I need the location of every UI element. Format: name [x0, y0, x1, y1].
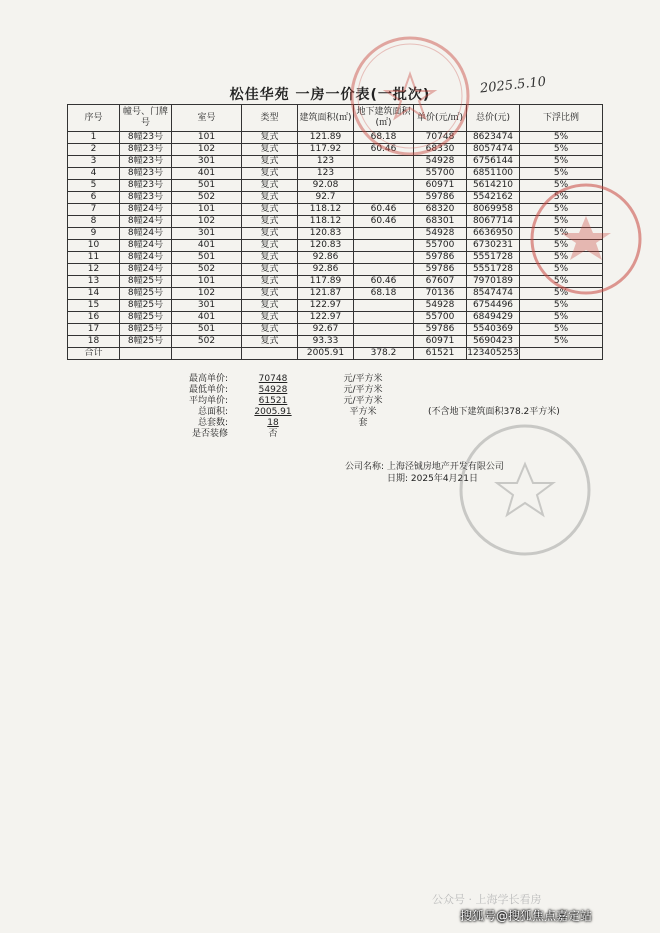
table-cell: 60971: [414, 180, 467, 192]
table-cell: 102: [172, 288, 242, 300]
table-cell: 8057474: [467, 144, 520, 156]
table-row: [68, 168, 603, 180]
table-cell: 8幢23号: [120, 192, 172, 204]
header-cell: 地下建筑面积(㎡): [354, 105, 414, 132]
table-row: [68, 300, 603, 312]
table-cell: 8547474: [467, 288, 520, 300]
table-cell: 8幢25号: [120, 336, 172, 348]
table-cell: 5%: [520, 288, 603, 300]
table-cell: 68.18: [354, 132, 414, 144]
table-cell: 60.46: [354, 144, 414, 156]
table-cell: 68320: [414, 204, 467, 216]
table-cell: 5%: [520, 264, 603, 276]
table-cell: 5%: [520, 204, 603, 216]
table-cell: 8幢24号: [120, 264, 172, 276]
table-cell: 120.83: [298, 240, 354, 252]
header-cell: 单价(元/㎡): [414, 105, 467, 132]
table-cell: 59786: [414, 264, 467, 276]
table-cell: 8幢25号: [120, 276, 172, 288]
table-cell: 92.86: [298, 264, 354, 276]
table-cell: 8幢25号: [120, 312, 172, 324]
table-cell: [354, 192, 414, 204]
table-cell: 8幢23号: [120, 180, 172, 192]
table-cell: 401: [172, 312, 242, 324]
total-area: 2005.91: [298, 348, 354, 360]
table-cell: 5551728: [467, 264, 520, 276]
summary-label: 最低单价:: [188, 385, 228, 395]
table-cell: 8069958: [467, 204, 520, 216]
summary-row-min: [150, 385, 560, 396]
table-cell: 401: [172, 240, 242, 252]
table-cell: 5%: [520, 180, 603, 192]
table-cell: 7970189: [467, 276, 520, 288]
table-cell: 8623474: [467, 132, 520, 144]
table-cell: 60.46: [354, 216, 414, 228]
table-cell: 18: [68, 336, 120, 348]
table-cell: 60.46: [354, 204, 414, 216]
table-row: [68, 204, 603, 216]
document-title: 松佳华苑 一房一价表(一批次): [229, 87, 431, 103]
header-cell: 总价(元): [467, 105, 520, 132]
table-cell: 5%: [520, 300, 603, 312]
header-cell: 幢号、门牌号: [120, 105, 172, 132]
table-cell: 5%: [520, 276, 603, 288]
table-cell: 6730231: [467, 240, 520, 252]
table-cell: 120.83: [298, 228, 354, 240]
table-row: [68, 288, 603, 300]
table-cell: 复式: [242, 252, 298, 264]
table-cell: 5: [68, 180, 120, 192]
table-cell: 5%: [520, 144, 603, 156]
table-cell: 117.89: [298, 276, 354, 288]
company-name-line: [345, 461, 504, 473]
table-row: [68, 132, 603, 144]
table-cell: 92.86: [298, 252, 354, 264]
table-cell: 122.97: [298, 300, 354, 312]
table-cell: [354, 240, 414, 252]
table-row: [68, 252, 603, 264]
table-cell: 7: [68, 204, 120, 216]
table-cell: 复式: [242, 336, 298, 348]
table-cell: 54928: [414, 300, 467, 312]
table-cell: 92.7: [298, 192, 354, 204]
header-cell: 序号: [68, 105, 120, 132]
table-cell: 复式: [242, 324, 298, 336]
table-cell: 68330: [414, 144, 467, 156]
table-cell: 54928: [414, 228, 467, 240]
table-cell: 502: [172, 264, 242, 276]
table-cell: 101: [172, 204, 242, 216]
table-row: [68, 156, 603, 168]
table-cell: 68.18: [354, 288, 414, 300]
table-cell: 401: [172, 168, 242, 180]
table-header-row: [68, 105, 603, 132]
wechat-watermark: 公众号 · 上海学长看房: [432, 893, 542, 906]
table-cell: [354, 300, 414, 312]
company-name-label: 公司名称:: [345, 462, 385, 472]
summary-unit: 元/平方米: [343, 385, 383, 395]
total-price: 123405253: [467, 348, 519, 358]
table-cell: 301: [172, 228, 242, 240]
header-cell: 室号: [172, 105, 242, 132]
summary-value: 61521: [258, 396, 288, 406]
sohu-watermark: 搜狐号@搜狐焦点嘉定站: [460, 909, 593, 923]
table-cell: 2: [68, 144, 120, 156]
table-cell: 复式: [242, 156, 298, 168]
table-row: [68, 228, 603, 240]
summary-label: 是否装修: [191, 429, 228, 439]
table-cell: 6756144: [467, 156, 520, 168]
table-cell: [354, 252, 414, 264]
table-cell: 122.97: [298, 312, 354, 324]
table-row: [68, 216, 603, 228]
table-cell: 501: [172, 180, 242, 192]
table-cell: 复式: [242, 276, 298, 288]
table-cell: 5%: [520, 240, 603, 252]
table-cell: 11: [68, 252, 120, 264]
table-cell: 复式: [242, 204, 298, 216]
table-cell: 93.33: [298, 336, 354, 348]
table-cell: 8幢24号: [120, 240, 172, 252]
table-row: [68, 180, 603, 192]
table-cell: 15: [68, 300, 120, 312]
table-cell: 60971: [414, 336, 467, 348]
total-unit-price: 61521: [414, 348, 467, 360]
table-cell: 5%: [520, 132, 603, 144]
summary-row-units: [150, 418, 560, 429]
table-cell: 复式: [242, 240, 298, 252]
table-cell: 复式: [242, 132, 298, 144]
table-cell: 8幢23号: [120, 168, 172, 180]
table-cell: 3: [68, 156, 120, 168]
summary-note: (不含地下建筑面积378.2平方米): [428, 407, 560, 417]
summary-unit: 套: [358, 418, 368, 428]
table-cell: 16: [68, 312, 120, 324]
table-cell: 10: [68, 240, 120, 252]
table-cell: 复式: [242, 264, 298, 276]
summary-unit: 元/平方米: [343, 374, 383, 384]
table-cell: 8幢25号: [120, 288, 172, 300]
table-cell: 102: [172, 144, 242, 156]
table-cell: 5%: [520, 336, 603, 348]
table-cell: 502: [172, 192, 242, 204]
table-cell: 92.67: [298, 324, 354, 336]
table-cell: [354, 156, 414, 168]
summary-label: 总面积:: [197, 407, 228, 417]
summary-unit: 平方米: [349, 407, 377, 417]
table-cell: 5%: [520, 252, 603, 264]
table-cell: 17: [68, 324, 120, 336]
table-cell: 121.87: [298, 288, 354, 300]
table-cell: 5542162: [467, 192, 520, 204]
table-cell: 14: [68, 288, 120, 300]
table-row: [68, 336, 603, 348]
summary-value: 54928: [258, 385, 288, 395]
table-cell: 5690423: [467, 336, 520, 348]
table-cell: 8幢25号: [120, 324, 172, 336]
table-cell: 复式: [242, 192, 298, 204]
table-cell: 8幢24号: [120, 204, 172, 216]
table-cell: 5540369: [467, 324, 520, 336]
table-row: [68, 312, 603, 324]
company-name: 上海泾铖房地产开发有限公司: [386, 462, 504, 472]
total-label: 合计: [68, 348, 120, 360]
table-cell: 59786: [414, 252, 467, 264]
table-row: [68, 144, 603, 156]
summary-value: 2005.91: [254, 407, 292, 417]
total-underground-area: 378.2: [354, 348, 414, 360]
table-cell: [354, 324, 414, 336]
table-cell: 6849429: [467, 312, 520, 324]
table-cell: 70748: [414, 132, 467, 144]
table-cell: 8幢23号: [120, 132, 172, 144]
summary-row-area: [150, 407, 560, 418]
summary-value: 否: [268, 429, 278, 439]
table-row: [68, 276, 603, 288]
summary-row-decorated: [150, 429, 560, 440]
table-row: [68, 324, 603, 336]
table-cell: 102: [172, 216, 242, 228]
table-cell: 复式: [242, 144, 298, 156]
table-cell: 5%: [520, 168, 603, 180]
table-cell: 55700: [414, 168, 467, 180]
table-cell: 8幢24号: [120, 216, 172, 228]
table-cell: 301: [172, 300, 242, 312]
table-cell: 501: [172, 324, 242, 336]
table-cell: 60.46: [354, 276, 414, 288]
table-cell: 101: [172, 132, 242, 144]
table-row: [68, 264, 603, 276]
table-cell: 5%: [520, 216, 603, 228]
header-cell: 建筑面积(㎡): [298, 105, 354, 132]
table-cell: 12: [68, 264, 120, 276]
table-cell: 59786: [414, 324, 467, 336]
table-cell: 8幢23号: [120, 144, 172, 156]
table-cell: 502: [172, 336, 242, 348]
table-cell: 13: [68, 276, 120, 288]
table-cell: 复式: [242, 216, 298, 228]
summary-row-avg: [150, 396, 560, 407]
table-cell: 301: [172, 156, 242, 168]
table-cell: 6636950: [467, 228, 520, 240]
table-cell: 8幢25号: [120, 300, 172, 312]
table-cell: 118.12: [298, 204, 354, 216]
table-cell: [354, 312, 414, 324]
table-cell: 5%: [520, 312, 603, 324]
table-cell: 67607: [414, 276, 467, 288]
table-cell: 5614210: [467, 180, 520, 192]
company-date-label: 日期:: [387, 474, 409, 484]
table-cell: 复式: [242, 300, 298, 312]
summary-label: 平均单价:: [188, 396, 228, 406]
company-date: 2025年4月21日: [410, 474, 479, 484]
table-cell: 123: [298, 156, 354, 168]
table-cell: [354, 264, 414, 276]
table-cell: [354, 336, 414, 348]
table-cell: 复式: [242, 180, 298, 192]
table-cell: [354, 228, 414, 240]
company-block: [345, 461, 504, 485]
table-cell: 6754496: [467, 300, 520, 312]
table-cell: 复式: [242, 312, 298, 324]
table-cell: 8067714: [467, 216, 520, 228]
table-cell: 121.89: [298, 132, 354, 144]
summary-row-max: [150, 374, 560, 385]
price-table: [67, 104, 603, 360]
summary-label: 总套数:: [197, 418, 228, 428]
table-cell: 117.92: [298, 144, 354, 156]
table-cell: 4: [68, 168, 120, 180]
table-cell: 6851100: [467, 168, 520, 180]
table-cell: 复式: [242, 168, 298, 180]
table-cell: 70136: [414, 288, 467, 300]
summary-unit: 元/平方米: [343, 396, 383, 406]
table-cell: 55700: [414, 312, 467, 324]
table-cell: 5551728: [467, 252, 520, 264]
handwritten-date: 2025.5.10: [479, 74, 547, 97]
table-row: [68, 192, 603, 204]
table-cell: 59786: [414, 192, 467, 204]
table-cell: [354, 180, 414, 192]
table-cell: 1: [68, 132, 120, 144]
table-row: [68, 240, 603, 252]
table-cell: 5%: [520, 156, 603, 168]
developer-seal-stamp-bottom: [455, 420, 595, 560]
table-cell: 5%: [520, 228, 603, 240]
table-cell: 54928: [414, 156, 467, 168]
table-cell: 复式: [242, 228, 298, 240]
summary-block: [150, 374, 560, 440]
company-date-line: [387, 473, 504, 485]
header-cell: 类型: [242, 105, 298, 132]
table-cell: 8幢24号: [120, 252, 172, 264]
summary-value: 18: [267, 418, 279, 428]
table-cell: 9: [68, 228, 120, 240]
header-cell: 下浮比例: [520, 105, 603, 132]
table-cell: 5%: [520, 324, 603, 336]
table-cell: 8幢24号: [120, 228, 172, 240]
table-total-row: [68, 348, 603, 360]
table-cell: 55700: [414, 240, 467, 252]
table-cell: 92.08: [298, 180, 354, 192]
table-cell: [354, 168, 414, 180]
table-cell: 68301: [414, 216, 467, 228]
table-cell: 8幢23号: [120, 156, 172, 168]
table-cell: 6: [68, 192, 120, 204]
table-cell: 5%: [520, 192, 603, 204]
table-cell: 501: [172, 252, 242, 264]
table-cell: 复式: [242, 288, 298, 300]
table-cell: 8: [68, 216, 120, 228]
summary-value: 70748: [258, 374, 288, 384]
table-cell: 118.12: [298, 216, 354, 228]
table-cell: 123: [298, 168, 354, 180]
summary-label: 最高单价:: [188, 374, 228, 384]
table-cell: 101: [172, 276, 242, 288]
